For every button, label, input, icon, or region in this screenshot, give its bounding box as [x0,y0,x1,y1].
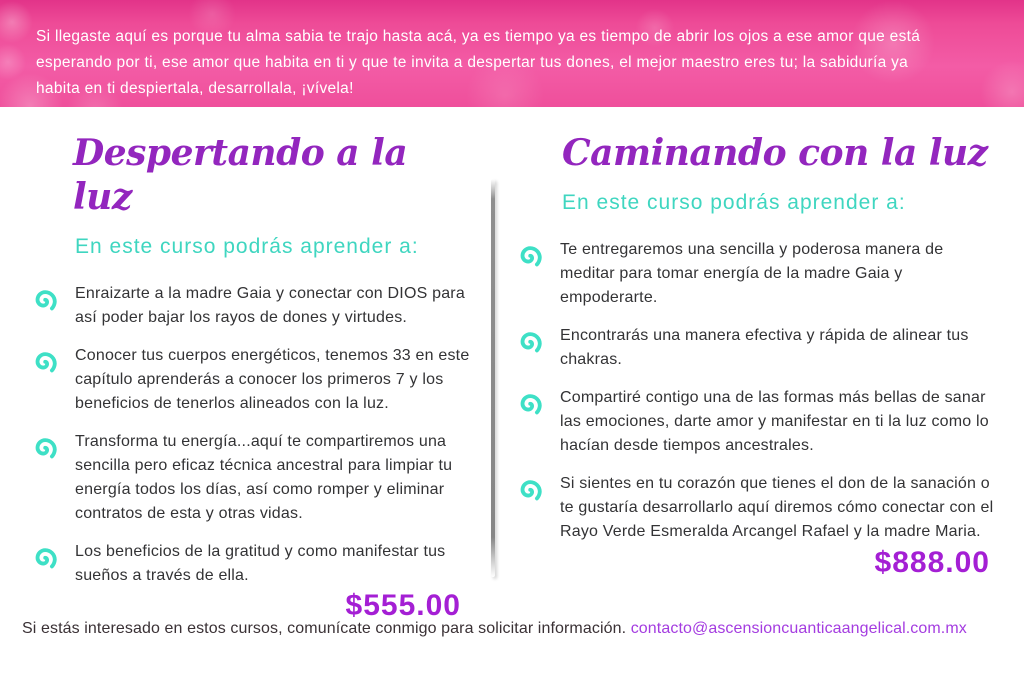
contact-email-link[interactable]: contacto@ascensioncuanticaangelical.com.mx [630,620,967,637]
spiral-icon [515,387,547,419]
course-title-right: Caminando con la luz [562,132,988,174]
spiral-icon [30,541,62,573]
courses-section [0,107,1024,622]
hero-banner [0,0,1024,107]
price-label-left: $555.00 [345,589,461,622]
bullet-text: Encontrarás una manera efectiva y rápida de alinear tus chakras. [560,327,969,368]
price-label-right: $888.00 [874,546,990,579]
bullet-text: Conocer tus cuerpos energéticos, tenemos 33 en este capítulo aprenderás a conocer los primeros 7 y los beneficios de tenerlos alineados con la luz. [75,347,470,412]
list-item [30,344,475,416]
course-subtitle-right: En este curso podrás aprender a: [562,191,906,214]
list-item [30,282,475,330]
spiral-icon [30,283,62,315]
bullet-list-right [515,238,1000,544]
bullet-list-left [30,282,475,588]
list-item [30,540,475,588]
bullet-text: Transforma tu energía...aquí te compartiremos una sencilla pero eficaz técnica ancestral para limpiar tu energía todos los días, así como romper y eliminar contratos de esta y otras vidas. [75,433,453,522]
list-item [515,472,1000,544]
spiral-icon [515,239,547,271]
hero-text-line: Si llegaste aquí es porque tu alma sabia te trajo hasta acá, ya es tiempo ya es tiempo de abrir los ojos a ese amor que está [36,28,921,45]
bullet-text: Enraizarte a la madre Gaia y conectar con DIOS para así poder bajar los rayos de dones y virtudes. [75,285,465,326]
bullet-text: Compartiré contigo una de las formas más bellas de sanar las emociones, darte amor y manifestar en ti la luz como lo hacían desde tiempos ancestrales. [560,389,989,454]
course-subtitle-left: En este curso podrás aprender a: [75,235,419,258]
list-item [515,386,1000,458]
bullet-text: Los beneficios de la gratitud y como manifestar tus sueños a través de ella. [75,543,446,584]
hero-text-line: habita en ti despiertala, desarrollala, ¡vívela! [36,80,354,97]
list-item [515,238,1000,310]
bullet-text: Te entregaremos una sencilla y poderosa manera de meditar para tomar energía de la madre Gaia y empoderarte. [560,241,944,306]
hero-text-line: esperando por ti, ese amor que habita en ti y que te invita a despertar tus dones, el mejor maestro eres tu; la sabiduría ya [36,54,909,71]
footer-message: Si estás interesado en estos cursos, comunícate conmigo para solicitar información. [22,620,627,637]
spiral-icon [515,473,547,505]
divider-line [491,179,495,577]
spiral-icon [515,325,547,357]
spiral-icon [30,345,62,377]
course-title-left: Despertando a la luz [73,132,408,218]
column-divider [491,131,495,581]
course-column-left [30,131,475,622]
bullet-text: Si sientes en tu corazón que tienes el don de la sanación o te gustaría desarrollarlo aquí diremos cómo conectar con el Rayo Verde Esmeralda Arcangel Rafael y la madre Maria. [560,475,994,540]
list-item [30,430,475,526]
list-item [515,324,1000,372]
course-column-right [515,131,1000,581]
spiral-icon [30,431,62,463]
